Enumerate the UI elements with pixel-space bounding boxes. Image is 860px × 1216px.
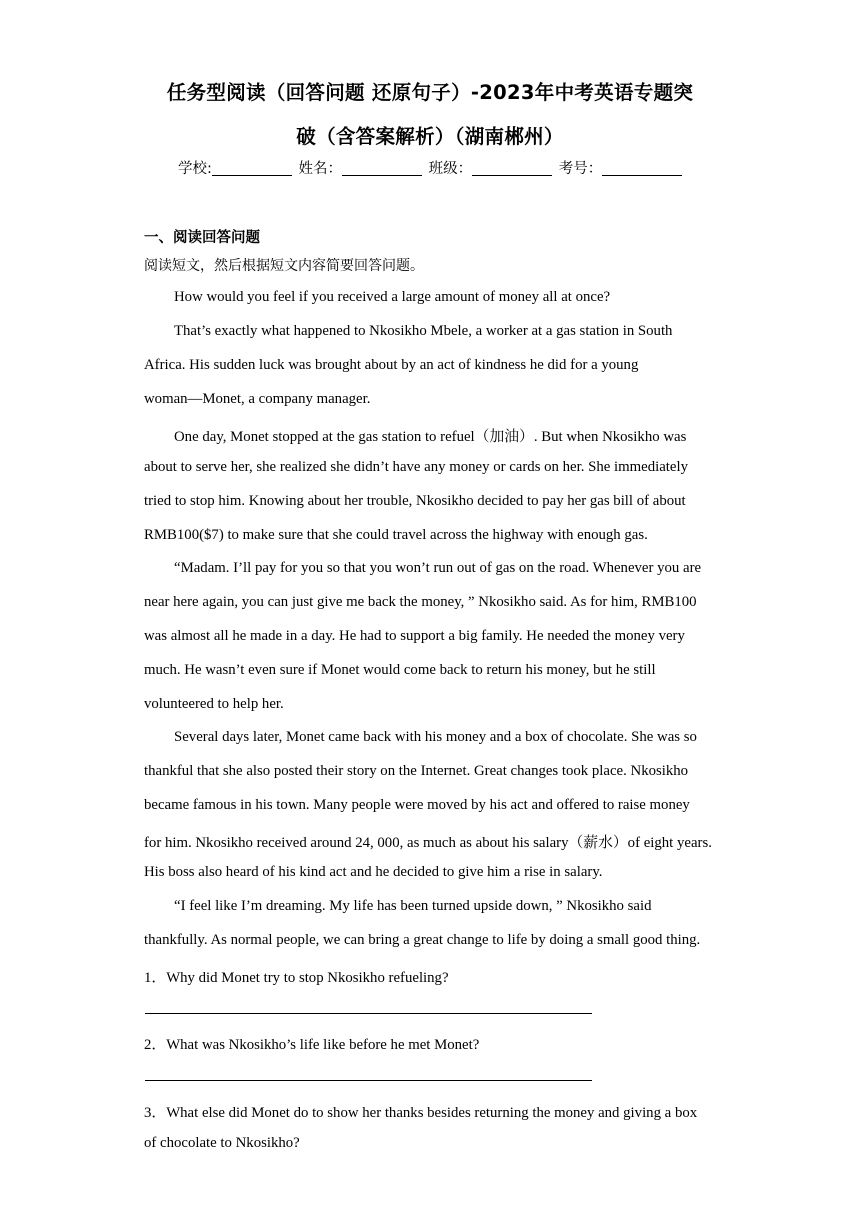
question-3-continued: of chocolate to Nkosikho? bbox=[144, 1135, 300, 1151]
passage-line: Africa. His sudden luck was brought about by an act of kindness he did for a young bbox=[144, 357, 639, 373]
passage-line: “I feel like I’m dreaming. My life has been turned upside down, ” Nkosikho said bbox=[174, 898, 652, 914]
passage-line: was almost all he made in a day. He had to support a big family. He needed the money very bbox=[144, 628, 685, 644]
passage-line: His boss also heard of his kind act and he decided to give him a rise in salary. bbox=[144, 864, 603, 880]
section-heading: 一、阅读回答问题 bbox=[144, 230, 260, 246]
passage-line: “Madam. I’ll pay for you so that you won’t run out of gas on the road. Whenever you are bbox=[174, 560, 702, 576]
passage-line: One day, Monet stopped at the gas station to refuel（加油）. But when Nkosikho was bbox=[174, 429, 687, 445]
passage-line: RMB100($7) to make sure that she could travel across the highway with enough gas. bbox=[144, 527, 648, 543]
passage-line: for him. Nkosikho received around 24, 000, as much as about his salary（薪水）of eight years. bbox=[144, 835, 712, 851]
name-label: 姓名： bbox=[298, 161, 342, 177]
question-3: 3．What else did Monet do to show her thanks besides returning the money and giving a box bbox=[144, 1105, 698, 1121]
class-label: 班级： bbox=[428, 161, 473, 177]
section-instruction: 阅读短文，然后根据短文内容简要回答问题。 bbox=[144, 258, 424, 274]
question-1: 1．Why did Monet try to stop Nkosikho refueling? bbox=[144, 970, 449, 986]
page-title-line-2: 破（含答案解析）（湖南郴州） bbox=[296, 125, 564, 148]
passage-line: That’s exactly what happened to Nkosikho Mbele, a worker at a gas station in South bbox=[174, 323, 673, 339]
passage-line: Several days later, Monet came back with his money and a box of chocolate. She was so bbox=[174, 729, 697, 745]
passage-line: tried to stop him. Knowing about her trouble, Nkosikho decided to pay her gas bill of about bbox=[144, 493, 686, 509]
question-2: 2．What was Nkosikho’s life like before he met Monet? bbox=[144, 1037, 480, 1053]
student-info-row bbox=[178, 157, 684, 178]
passage-line: about to serve her, she realized she didn’t have any money or cards on her. She immediately bbox=[144, 459, 688, 475]
page-title-line-1: 任务型阅读（回答问题 还原句子）-2023年中考英语专题突 bbox=[166, 81, 694, 104]
passage-line: How would you feel if you received a large amount of money all at once? bbox=[174, 289, 611, 305]
exam-number-blank[interactable] bbox=[602, 161, 682, 176]
passage-line: woman—Monet, a company manager. bbox=[144, 391, 371, 407]
answer-line-1[interactable] bbox=[145, 1013, 592, 1014]
exam-number-label: 考号： bbox=[558, 161, 603, 177]
school-label: 学校: bbox=[178, 161, 212, 177]
passage-line: much. He wasn’t even sure if Monet would come back to return his money, but he still bbox=[144, 662, 656, 678]
answer-line-2[interactable] bbox=[145, 1080, 592, 1081]
school-blank[interactable] bbox=[212, 161, 292, 176]
passage-line: thankfully. As normal people, we can bring a great change to life by doing a small good thing. bbox=[144, 932, 701, 948]
passage-line: near here again, you can just give me back the money, ” Nkosikho said. As for him, RMB100 bbox=[144, 594, 697, 610]
passage-line: became famous in his town. Many people were moved by his act and offered to raise money bbox=[144, 797, 690, 813]
passage-line: thankful that she also posted their story on the Internet. Great changes took place. Nkosikho bbox=[144, 763, 689, 779]
name-blank[interactable] bbox=[342, 161, 422, 176]
passage-line: volunteered to help her. bbox=[144, 696, 284, 712]
class-blank[interactable] bbox=[472, 161, 552, 176]
